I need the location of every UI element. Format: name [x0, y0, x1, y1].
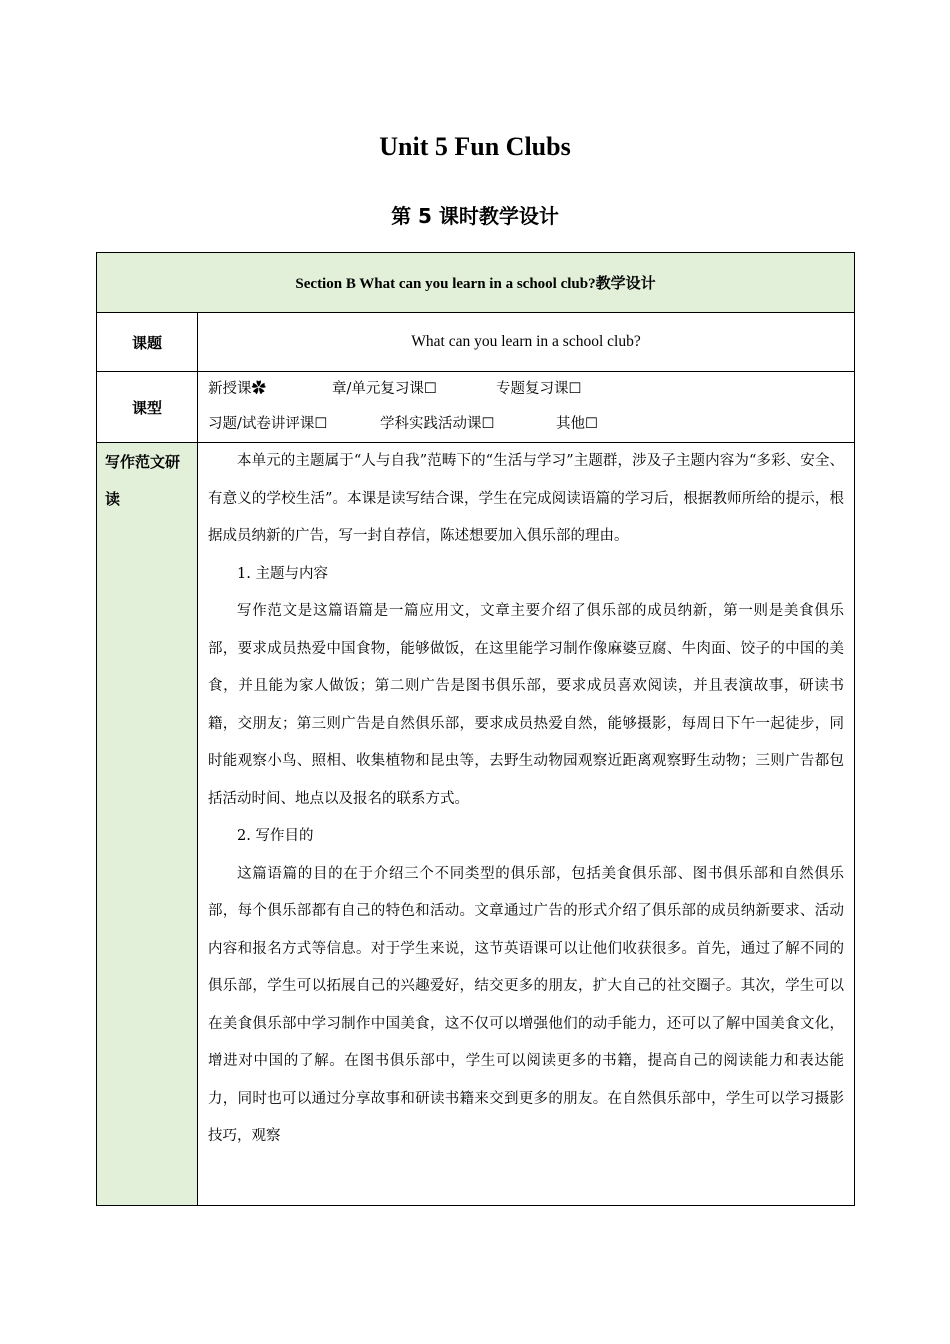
type-option-topic-review: 专题复习课☐ — [496, 381, 582, 397]
table-header-row — [97, 253, 855, 313]
writing-study-row — [97, 443, 855, 1206]
table-header: Section B What can you learn in a school club?教学设计 — [97, 253, 855, 313]
lesson-type-options-row-1 — [208, 372, 854, 407]
heading-theme-content: 1. 主题与内容 — [237, 565, 328, 582]
type-option-new-lesson: 新授课✿ — [208, 381, 266, 397]
lesson-type-row — [97, 372, 855, 443]
writing-study-label: 写作范文研读 — [97, 443, 198, 1206]
type-option-other: 其他☐ — [556, 416, 598, 432]
lesson-type-options — [198, 372, 855, 443]
topic-value: What can you learn in a school club? — [198, 313, 855, 372]
writing-study-content — [198, 443, 855, 1206]
type-option-exercise-review: 习题/试卷讲评课☐ — [208, 416, 328, 432]
paragraph-intro: 本单元的主题属于“人与自我”范畴下的“生活与学习”主题群，涉及子主题内容为“多彩、安全、有意义的学校生活”。本课是读写结合课，学生在完成阅读语篇的学习后，根据教师所给的提示，根据成员纳新的广告，写一封自荐信，陈述想要加入俱乐部的理由。 — [208, 453, 844, 544]
topic-row — [97, 313, 855, 372]
heading-writing-purpose: 2. 写作目的 — [237, 828, 314, 844]
lesson-type-label: 课型 — [97, 372, 198, 443]
paragraph-theme-content: 写作范文是这篇语篇是一篇应用文，文章主要介绍了俱乐部的成员纳新，第一则是美食俱乐部，要求成员热爱中国食物，能够做饭，在这里能学习制作像麻婆豆腐、牛肉面、饺子的中国的美食，并且能为家人做饭；第二则广告是图书俱乐部，要求成员喜欢阅读，并且表演故事，研读书籍，交朋友；第三则广告是自然俱乐部，要求成员热爱自然，能够摄影，每周日下午一起徒步，同时能观察小鸟、照相、收集植物和昆虫等，去野生动物园观察近距离观察野生动物；三则广告都包括活动时间、地点以及报名的联系方式。 — [208, 603, 844, 807]
topic-label: 课题 — [97, 313, 198, 372]
paragraph-writing-purpose: 这篇语篇的目的在于介绍三个不同类型的俱乐部，包括美食俱乐部、图书俱乐部和自然俱乐部，每个俱乐部都有自己的特色和活动。文章通过广告的形式介绍了俱乐部的成员纳新要求、活动内容和报名方式等信息。对于学生来说，这节英语课可以让他们收获很多。首先，通过了解不同的俱乐部，学生可以拓展自己的兴趣爱好，结交更多的朋友，扩大自己的社交圈子。其次，学生可以在美食俱乐部中学习制作中国美食，这不仅可以增强他们的动手能力，还可以了解中国美食文化，增进对中国的了解。在图书俱乐部中，学生可以阅读更多的书籍，提高自己的阅读能力和表达能力，同时也可以通过分享故事和研读书籍来交到更多的朋友。在自然俱乐部中，学生可以学习摄影技巧，观察 — [208, 865, 844, 1144]
lesson-design-table — [96, 252, 855, 1206]
lesson-type-options-row-2 — [208, 407, 854, 442]
document-subtitle: 第 5 课时教学设计 — [391, 204, 559, 228]
type-option-practice-activity: 学科实践活动课☐ — [380, 416, 495, 432]
document-title: Unit 5 Fun Clubs — [379, 132, 571, 161]
type-option-unit-review: 章/单元复习课☐ — [332, 381, 437, 397]
